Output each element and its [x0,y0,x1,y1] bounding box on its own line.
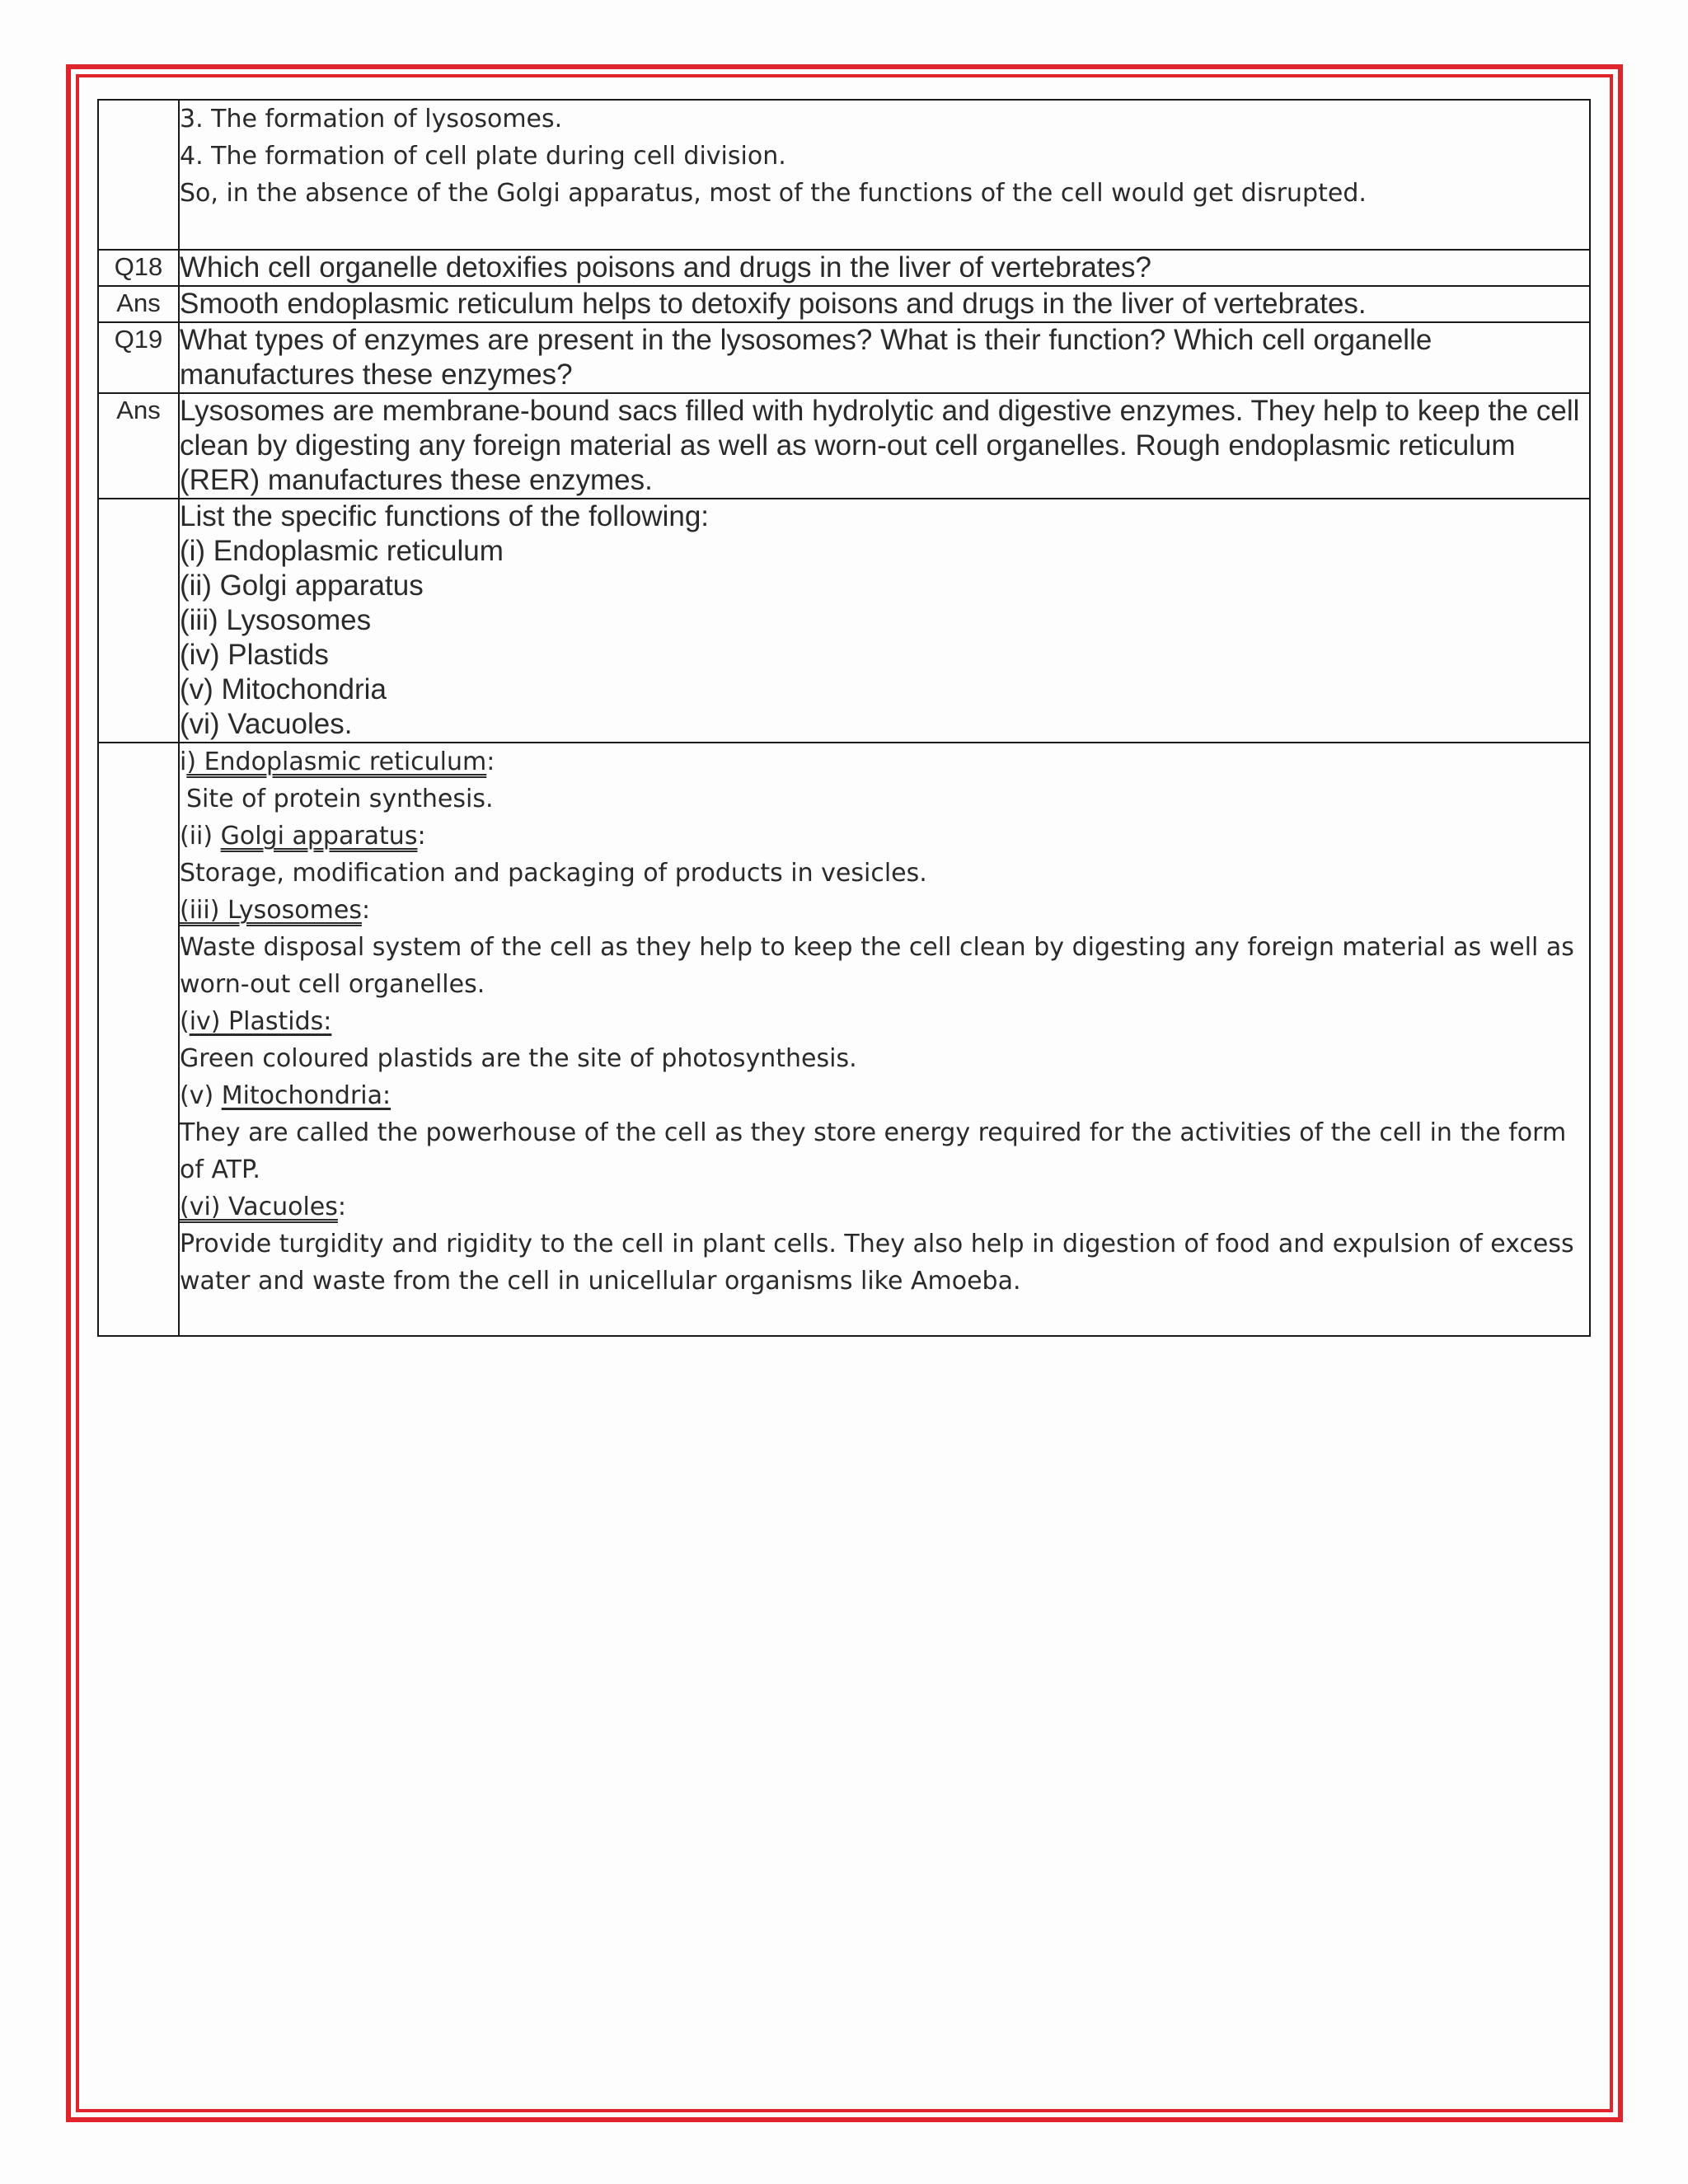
section-text-golgi: Storage, modification and packaging of products in vesicles. [180,859,927,888]
section-text-plastids: Green coloured plastids are the site of photosynthesis. [180,1044,857,1073]
list-item: (vi) Vacuoles. [180,708,353,740]
answer-text: Smooth endoplasmic reticulum helps to detoxify poisons and drugs in the liver of vertebrates. [179,286,1590,322]
list-item: (v) Mitochondria [180,673,387,705]
section-heading-golgi: (ii) Golgi apparatus: [180,822,426,851]
list-item: (ii) Golgi apparatus [180,569,424,602]
row-label [98,100,179,250]
section-text-er: Site of protein synthesis. [186,785,494,813]
row-label [98,499,179,743]
list-item: 4. The formation of cell plate during cell division. [180,142,786,171]
question-text: What types of enzymes are present in the lysosomes? What is their function? Which cell organelle manufactures these enzymes? [179,322,1590,393]
answer-text [179,743,1590,1336]
answer-label: Ans [98,393,179,499]
table-row [98,100,1590,250]
section-heading-er: i) Endoplasmic reticulum: [180,748,495,776]
table-row [98,286,1590,322]
table-row [98,322,1590,393]
answer-text: Lysosomes are membrane-bound sacs filled with hydrolytic and digestive enzymes. They help to keep the cell clean by digesting any foreign material as well as worn-out cell organelles. Rough endoplasmic reticulum (RER) manufactures these enzymes. [179,393,1590,499]
section-text-mitochondria: They are called the powerhouse of the cell as they store energy required for the activities of the cell in the form of ATP. [180,1118,1567,1184]
section-heading-vacuoles: (vi) Vacuoles: [180,1193,347,1221]
question-text: Which cell organelle detoxifies poisons and drugs in the liver of vertebrates? [179,250,1590,286]
list-item: 3. The formation of lysosomes. [180,105,563,134]
section-heading-plastids: (iv) Plastids: [180,1007,332,1036]
list-item: (iii) Lysosomes [180,604,372,636]
table-row [98,499,1590,743]
section-text-vacuoles: Provide turgidity and rigidity to the cell in plant cells. They also help in digestion of food and expulsion of excess water and waste from the cell in unicellular organisms like Amoeba. [180,1230,1574,1296]
question-intro: List the specific functions of the following: [180,500,710,532]
answer-label: Ans [98,286,179,322]
question-label: Q19 [98,322,179,393]
question-label: Q18 [98,250,179,286]
row-label [98,743,179,1336]
section-text-lysosomes: Waste disposal system of the cell as they help to keep the cell clean by digesting any foreign material as well as worn-out cell organelles. [180,933,1574,999]
golgi-functions-continued [179,100,1590,250]
section-heading-mitochondria: (v) Mitochondria: [180,1081,392,1110]
table-row [98,743,1590,1336]
list-item: (i) Endoplasmic reticulum [180,535,504,567]
question-text [179,499,1590,743]
qa-table [97,99,1591,1337]
section-heading-lysosomes: (iii) Lysosomes: [180,896,371,925]
conclusion-text: So, in the absence of the Golgi apparatus, most of the functions of the cell would get disrupted. [180,179,1367,208]
list-item: (iv) Plastids [180,639,329,671]
table-row [98,250,1590,286]
table-row [98,393,1590,499]
